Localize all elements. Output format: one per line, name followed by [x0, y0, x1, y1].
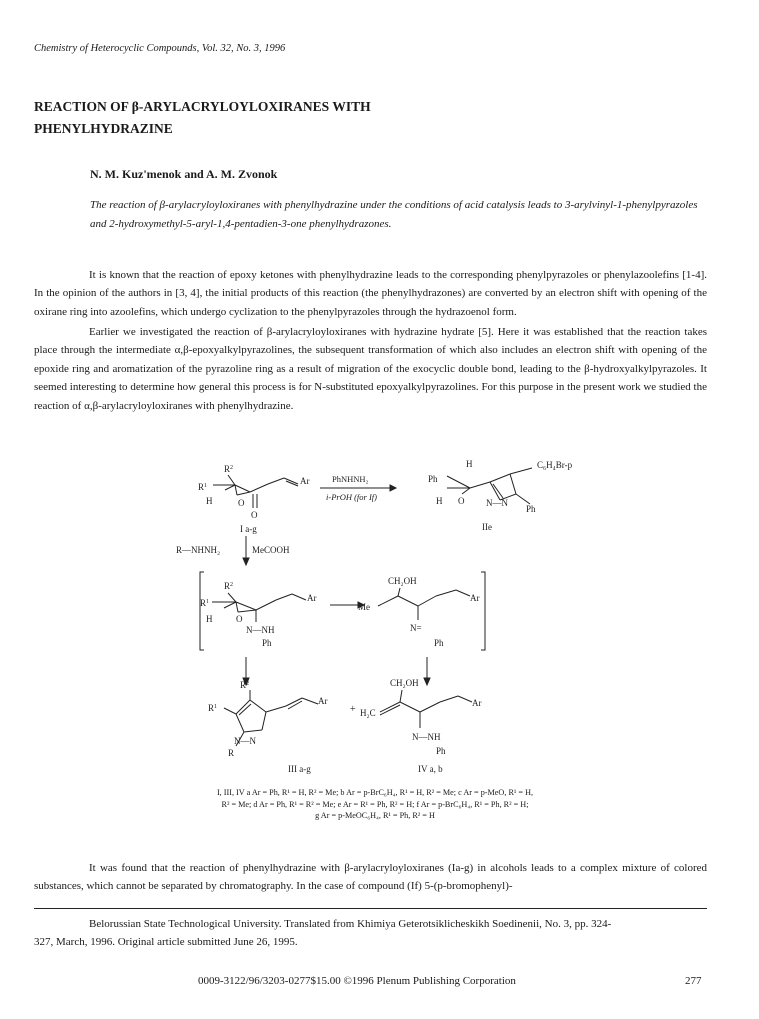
reagent-ipropanol: i-PrOH (for If) [326, 492, 377, 502]
journal-header: Chemistry of Heterocyclic Compounds, Vol. 32, No. 3, 1996 [34, 43, 286, 54]
label-r1: $R^1$ [198, 482, 208, 492]
label-r2-iii: $R^2$ [240, 680, 250, 690]
label-ph-int-right: Ph [434, 638, 444, 648]
label-ph: Ph [428, 474, 438, 484]
paragraph-3-text: It was found that the reaction of phenylhydrazine with β-arylacryloyloxiranes (Ia-g) in alcohols leads to a complex mixture of colored substances, which cannot be separated by chromatography. In the case of compound (If) 5-(p-bromophenyl)- [34, 862, 707, 893]
compound-label-iii: III a-g [288, 764, 311, 774]
label-ph-int: Ph [262, 638, 272, 648]
label-r1-int: $R^1$ [200, 598, 210, 608]
label-r1-iii: $R^1$ [208, 703, 218, 713]
label-n-n-iii: N—N [234, 736, 256, 746]
reagent-mecooh: MeCOOH [252, 545, 290, 555]
compound-label-ia-g: I a-g [240, 524, 257, 534]
abstract: The reaction of β-arylacryloyloxiranes with phenylhydrazine under the conditions of acid catalysis leads to 3-arylvinyl-1-phenylpyrazoles and 2-hydroxymethyl-5-aryl-1,4-pentadien-3-one phenylhydrazones. [90, 199, 698, 230]
footnote-divider [34, 908, 707, 909]
scheme-caption [150, 787, 600, 822]
label-n-eq-int: N= [410, 623, 422, 633]
paragraph-1 [34, 266, 707, 321]
label-o-iie: O [458, 496, 465, 506]
caption-line-1: I, III, IV a Ar = Ph, R¹ = H, R² = Me; b Ar = p-BrC₆H₄, R¹ = H, R² = Me; c Ar = p-MeO, R¹ = H, [216, 788, 534, 797]
compound-label-iv: IV a, b [418, 764, 443, 774]
label-r2-int: $R^2$ [224, 581, 234, 591]
label-ph-iie: Ph [526, 504, 536, 514]
label-ch2oh-int: CH₂OH [388, 576, 417, 586]
label-ch2oh-iv: CH₂OH [390, 678, 419, 688]
page-number: 277 [685, 975, 702, 987]
label-c6h4br: C₆H₄Br-p [537, 460, 573, 470]
label-h-int: H [206, 614, 213, 624]
label-ph-iv: Ph [436, 746, 446, 756]
label-ar-iv: Ar [472, 698, 482, 708]
paragraph-2-text: Earlier we investigated the reaction of β-arylacryloyloxiranes with hydrazine hydrate [5]. Here it was established that the reaction takes place through the intermediate α,β-epoxyalkylpyrazolines, the subsequent transformation of which also includes an electron shift with opening of the epoxide ring and aromatization of the pyrazoline ring as a result of migration of the exocyclic double bond, leading to the β-hydroxyalkylpyrazoles. It seemed interesting to determine how general this process is for N-substituted epoxyalkylpyrazolines. For this purpose in the present work we studied the reaction of α,β-arylacryloyloxiranes with phenylhydrazine. [34, 326, 707, 412]
label-n-n-iie: N—N [486, 498, 508, 508]
reagent-rnhnh2: R—NHNH₂ [176, 545, 221, 555]
label-me-int: Me [358, 602, 370, 612]
plus-sign: + [350, 704, 356, 715]
label-h-top: H [466, 459, 473, 469]
label-h2c-iv: H₂C [360, 708, 376, 718]
footnote-line-2: 327, March, 1996. Original article submitted June 26, 1995. [34, 936, 298, 949]
reagent-phnhnh2: PhNHNH₂ [332, 474, 369, 484]
label-ar-int: Ar [307, 593, 317, 603]
label-h-iie: H [436, 496, 443, 506]
reaction-scheme [0, 450, 759, 785]
footnote [34, 915, 707, 952]
label-r-iii: R [228, 748, 235, 758]
paragraph-1-text: It is known that the reaction of epoxy ketones with phenylhydrazine leads to the corresponding phenylpyrazoles or phenylazoolefins [1-4]. In the opinion of the authors in [3, 4], the initial products of this reaction (the phenylhydrazones) are converted by an electron shift with opening of the oxirane ring into azoolefins, which undergo cyclization to the phenylpyrazoles through the hydrazoenol form. [34, 269, 707, 318]
paragraph-3 [34, 859, 707, 896]
label-ar-int-right: Ar [470, 593, 480, 603]
title-line-1: REACTION OF β-ARYLACRYLOYLOXIRANES WITH [34, 99, 371, 114]
authors: N. M. Kuz'menok and A. M. Zvonok [90, 167, 278, 181]
label-n-nh-iv: N—NH [412, 732, 441, 742]
paragraph-2 [34, 323, 707, 415]
label-r2: $R^2$ [224, 464, 234, 474]
copyright-line: 0009-3122/96/3203-0277$15.00 ©1996 Plenum Publishing Corporation [198, 975, 516, 987]
caption-line-3: g Ar = p-MeOC₆H₄, R¹ = Ph, R² = H [315, 811, 435, 820]
label-h: H [206, 496, 213, 506]
label-o-epoxide: O [238, 498, 245, 508]
label-n-nh-int: N—NH [246, 625, 275, 635]
caption-line-2: R² = Me; d Ar = Ph, R¹ = R² = Me; e Ar = R¹ = Ph, R² = H; f Ar = p-BrC₆H₄, R¹ = Ph, R² = H; [221, 799, 529, 809]
label-o-int: O [236, 614, 243, 624]
label-o-carbonyl: O [251, 510, 258, 520]
label-ar: Ar [300, 476, 310, 486]
article-title [34, 96, 594, 140]
title-line-2: PHENYLHYDRAZINE [34, 121, 173, 136]
label-ar-iii: Ar [318, 696, 328, 706]
footnote-line-1: Belorussian State Technological University. Translated from Khimiya Geterotsiklicheskikh Soedinenii, No. 3, pp. 324- [89, 918, 612, 930]
compound-label-iie: IIe [482, 522, 492, 532]
